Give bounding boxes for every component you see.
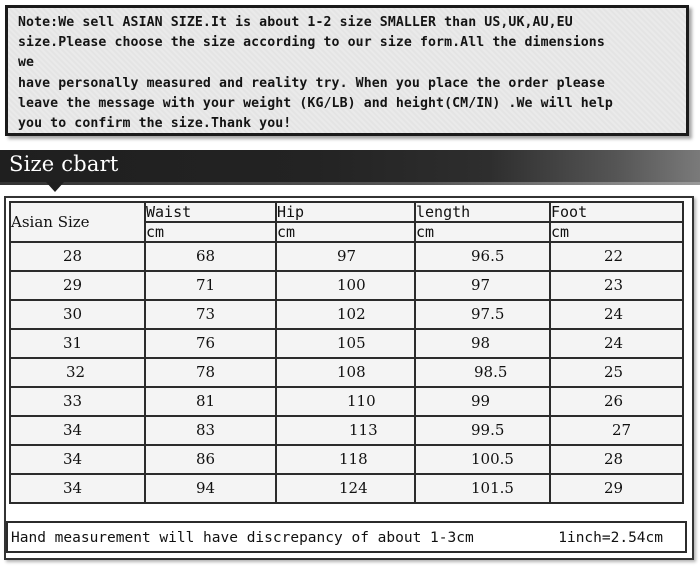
cell-hip: 110 [276,387,415,416]
cell-foot: 24 [550,329,683,358]
cell-foot: 26 [550,387,683,416]
table-row [10,387,683,416]
table-row [10,271,683,300]
footer-inch-conversion: 1inch=2.54cm [558,530,663,546]
cell-asian-size: 29 [10,271,145,300]
size-chart-title: Size cbart [9,152,119,176]
column-header-hip: Hip [276,202,415,222]
unit-foot: cm [550,222,683,242]
cell-waist: 81 [145,387,276,416]
header-pointer-icon [46,182,64,192]
cell-length: 98 [415,329,550,358]
cell-hip: 100 [276,271,415,300]
table-row [10,416,683,445]
cell-length: 97.5 [415,300,550,329]
cell-length: 96.5 [415,242,550,271]
column-header-length: length [415,202,550,222]
footer-discrepancy-note: Hand measurement will have discrepancy of about 1-3cm [11,530,474,546]
table-row [10,300,683,329]
cell-asian-size: 31 [10,329,145,358]
cell-waist: 86 [145,445,276,474]
cell-hip: 113 [276,416,415,445]
cell-hip: 102 [276,300,415,329]
cell-waist: 68 [145,242,276,271]
cell-hip: 108 [276,358,415,387]
table-row [10,474,683,503]
size-table [9,201,684,504]
cell-foot: 25 [550,358,683,387]
cell-length: 101.5 [415,474,550,503]
cell-length: 99 [415,387,550,416]
cell-foot: 22 [550,242,683,271]
cell-asian-size: 33 [10,387,145,416]
cell-hip: 124 [276,474,415,503]
cell-waist: 76 [145,329,276,358]
cell-foot: 28 [550,445,683,474]
cell-foot: 29 [550,474,683,503]
cell-waist: 71 [145,271,276,300]
cell-length: 97 [415,271,550,300]
cell-foot: 24 [550,300,683,329]
unit-waist: cm [145,222,276,242]
cell-foot: 27 [550,416,683,445]
cell-foot: 23 [550,271,683,300]
column-header-foot: Foot [550,202,683,222]
table-row [10,358,683,387]
cell-length: 98.5 [415,358,550,387]
table-row [10,242,683,271]
table-row [10,329,683,358]
cell-asian-size: 34 [10,445,145,474]
cell-hip: 118 [276,445,415,474]
cell-hip: 105 [276,329,415,358]
note-text: Note:We sell ASIAN SIZE.It is about 1-2 size SMALLER than US,UK,AU,EU size.Please choose the size according to our size form.All the dimensions we have personally measured and reality try. When you place the order please leave the message with your weight (KG/LB) and height(CM/IN) .We will help you to confirm the size.Thank you! [18,15,613,132]
table-footer [6,521,687,553]
cell-asian-size: 32 [10,358,145,387]
cell-waist: 78 [145,358,276,387]
cell-length: 99.5 [415,416,550,445]
cell-waist: 83 [145,416,276,445]
column-header-waist: Waist [145,202,276,222]
cell-length: 100.5 [415,445,550,474]
cell-asian-size: 34 [10,474,145,503]
header-underline [0,182,700,185]
cell-asian-size: 34 [10,416,145,445]
table-row [10,445,683,474]
unit-hip: cm [276,222,415,242]
table-header-row [10,202,683,222]
asian-size-header: Asian Size [10,202,145,242]
cell-waist: 94 [145,474,276,503]
cell-hip: 97 [276,242,415,271]
note-box [5,5,689,136]
unit-length: cm [415,222,550,242]
cell-asian-size: 30 [10,300,145,329]
cell-waist: 73 [145,300,276,329]
cell-asian-size: 28 [10,242,145,271]
